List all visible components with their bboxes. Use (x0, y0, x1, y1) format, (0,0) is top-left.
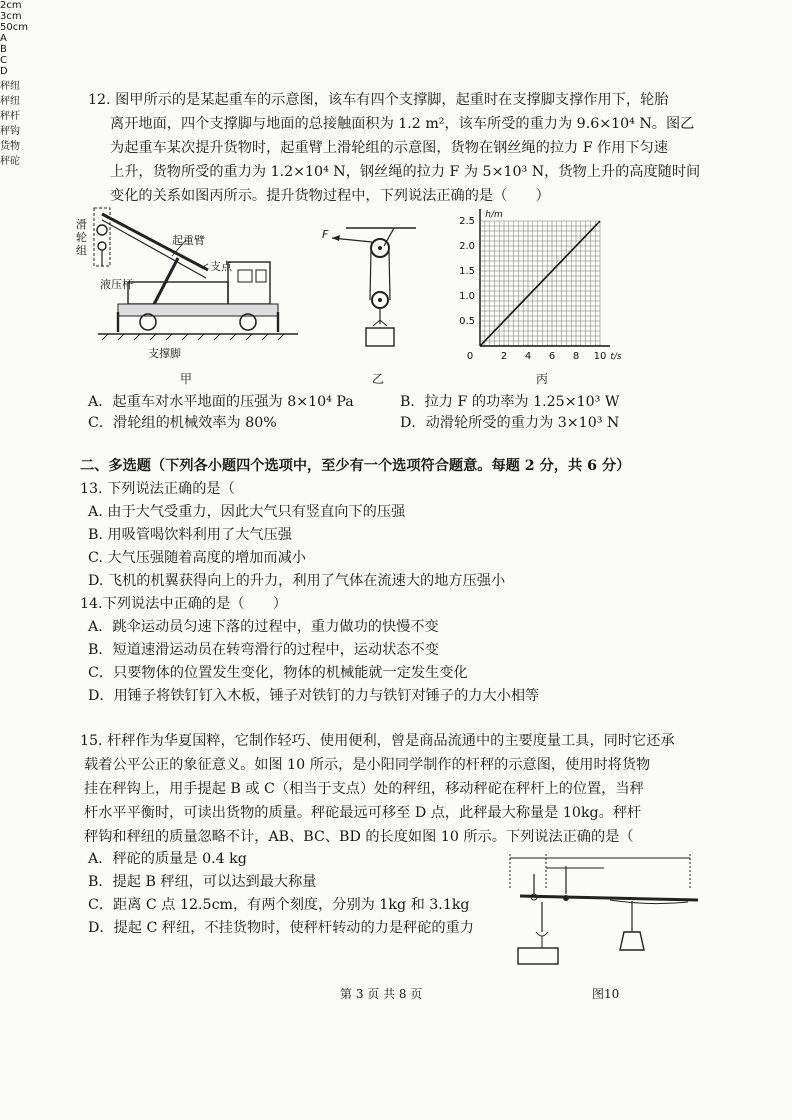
q13-option-d: D. 飞机的机翼获得向上的升力，利用了气体在流速大的地方压强小 (88, 573, 506, 589)
dim-2cm: 2cm (0, 0, 22, 11)
point-D: D (0, 66, 8, 77)
steelyard-figure (500, 848, 712, 970)
caption-yi: 乙 (372, 372, 385, 386)
x-tick-label: 2 (500, 351, 508, 362)
label-pivot: 支点 (210, 260, 232, 273)
q14-option-b: B．短道速滑运动员在转弯滑行的过程中，运动状态不变 (88, 642, 439, 658)
y-tick-label: 1.0 (459, 291, 475, 302)
point-A: A (0, 33, 7, 44)
q12-option-a: A．起重车对水平地面的压强为 8×10⁴ Pa (88, 394, 354, 410)
page-number: 第 3 页 共 8 页 (340, 987, 423, 1001)
counterweight (620, 932, 644, 950)
q12-option-d: D．动滑轮所受的重力为 3×10³ N (400, 415, 620, 431)
label-support-leg: 支撑脚 (148, 347, 181, 360)
pulley-block-figure (318, 220, 418, 355)
label-rod: 秤杆 (0, 111, 20, 122)
caption-bing: 丙 (536, 372, 549, 386)
label-weight: 秤砣 (0, 156, 20, 167)
caption-jia: 甲 (180, 372, 193, 386)
y-tick-label: 2.5 (459, 216, 475, 227)
goods-box (518, 948, 558, 964)
pulley-wheel-bottom (98, 242, 106, 250)
q13-option-b: B. 用吸管喝饮料利用了大气压强 (88, 527, 292, 543)
x-tick-label: 4 (524, 351, 532, 362)
q14-option-c: C．只要物体的位置发生变化，物体的机械能就一定发生变化 (88, 665, 468, 681)
q15-option-c: C．距离 C 点 12.5cm，有两个刻度，分别为 1kg 和 3.1kg (88, 897, 470, 913)
x-tick-label: 0 (466, 351, 474, 362)
dim-50cm: 50cm (0, 22, 28, 33)
q15-option-d: D．提起 C 秤纽，不挂货物时，使秤杆转动的力是秤砣的重力 (88, 920, 474, 936)
q15-line-4: 杆水平平衡时，可读出货物的质量。秤砣最远可移至 D 点，此秤最大称量是 10kg。秤杆 (84, 805, 642, 821)
q14-stem: 14.下列说法中正确的是（ ） (80, 596, 288, 612)
figure-10-caption: 图10 (592, 987, 620, 1001)
q12-line-4: 上升，货物所受的重力为 1.2×10⁴ N，钢丝绳的拉力 F 为 5×10³ N，货物上升的高度随时间 (110, 164, 701, 180)
q13-option-a: A. 由于大气受重力，因此大气只有竖直向下的压强 (88, 504, 406, 520)
h-t-graph (440, 204, 620, 366)
label-pulley-group: 滑轮组 (76, 218, 87, 257)
dim-3cm: 3cm (0, 11, 22, 22)
q12-line-1: 12. 图甲所示的是某起重车的示意图，该车有四个支撑脚，起重时在支撑脚支撑作用下，轮胎 (88, 92, 669, 108)
label-cylinder: 液压杆 (100, 278, 133, 291)
series-line (480, 221, 600, 346)
pulley-wheel-top (97, 225, 107, 235)
y-tick-label: 2.0 (459, 241, 475, 252)
point-C: C (0, 55, 7, 66)
point-B: B (0, 44, 7, 55)
q12-line-3: 为起重车某次提升货物时，起重臂上滑轮组的示意图，货物在钢丝绳的拉力 F 作用下匀速 (110, 140, 668, 156)
label-hook: 秤钩 (0, 126, 20, 137)
q14-option-d: D．用锤子将铁钉钉入木板，锤子对铁钉的力与铁钉对锤子的力大小相等 (88, 688, 540, 704)
q12-option-c: C．滑轮组的机械效率为 80% (88, 415, 277, 431)
truck-chassis (118, 304, 278, 316)
q12-option-b: B．拉力 F 的功率为 1.25×10³ W (400, 394, 620, 410)
q13-stem: 13. 下列说法正确的是（ (80, 481, 235, 497)
q12-line-2: 离开地面，四个支撑脚与地面的总接触面积为 1.2 m²，该车所受的重力为 9.6×10⁴ N。图乙 (110, 116, 695, 132)
steelyard-rod (520, 896, 698, 900)
q12-line-5: 变化的关系如图丙所示。提升货物过程中，下列说法正确的是（ ） (110, 188, 550, 204)
y-tick-label: 1.5 (459, 266, 475, 277)
q15-line-3: 挂在秤钩上，用手提起 B 或 C（相当于支点）处的秤纽，移动秤砣在秤杆上的位置，当秤 (84, 781, 644, 797)
q15-option-b: B．提起 B 秤纽，可以达到最大称量 (88, 874, 317, 890)
q13-option-c: C. 大气压强随着高度的增加而减小 (88, 550, 306, 566)
cargo-box (366, 328, 394, 346)
y-tick-label: 0.5 (459, 316, 475, 327)
label-knob-1: 秤纽 (0, 81, 20, 92)
section-2-heading: 二、多选题（下列各小题四个选项中，至少有一个选项符合题意。每题 2 分，共 6 分） (80, 458, 631, 474)
label-goods: 货物 (0, 141, 20, 152)
label-knob-2: 秤纽 (0, 96, 20, 107)
x-tick-label: 8 (572, 351, 580, 362)
q15-option-a: A．秤砣的质量是 0.4 kg (88, 851, 247, 867)
truck-cab (228, 262, 270, 304)
x-tick-label: 6 (548, 351, 556, 362)
y-axis-label: h/m (485, 210, 503, 220)
truck-platform (128, 282, 228, 304)
q15-line-5: 秤钩和秤纽的质量忽略不计，AB、BC、BD 的长度如图 10 所示。下列说法正确的是（ (84, 829, 634, 845)
label-force-F: F (322, 228, 329, 241)
q15-line-1: 15. 杆秤作为华夏国粹，它制作轻巧、使用便利，曾是商品流通中的主要度量工具，同时它还承 (80, 733, 675, 749)
x-tick-label: 10 (593, 351, 607, 362)
pivot-C (563, 895, 569, 901)
q14-option-a: A．跳伞运动员匀速下落的过程中，重力做功的快慢不变 (88, 619, 439, 635)
q15-line-2: 载着公平公正的象征意义。如图 10 所示，是小阳同学制作的杆秤的示意图，使用时将货物 (84, 757, 651, 773)
label-boom: 起重臂 (172, 234, 205, 247)
x-axis-label: t/s (610, 352, 622, 362)
